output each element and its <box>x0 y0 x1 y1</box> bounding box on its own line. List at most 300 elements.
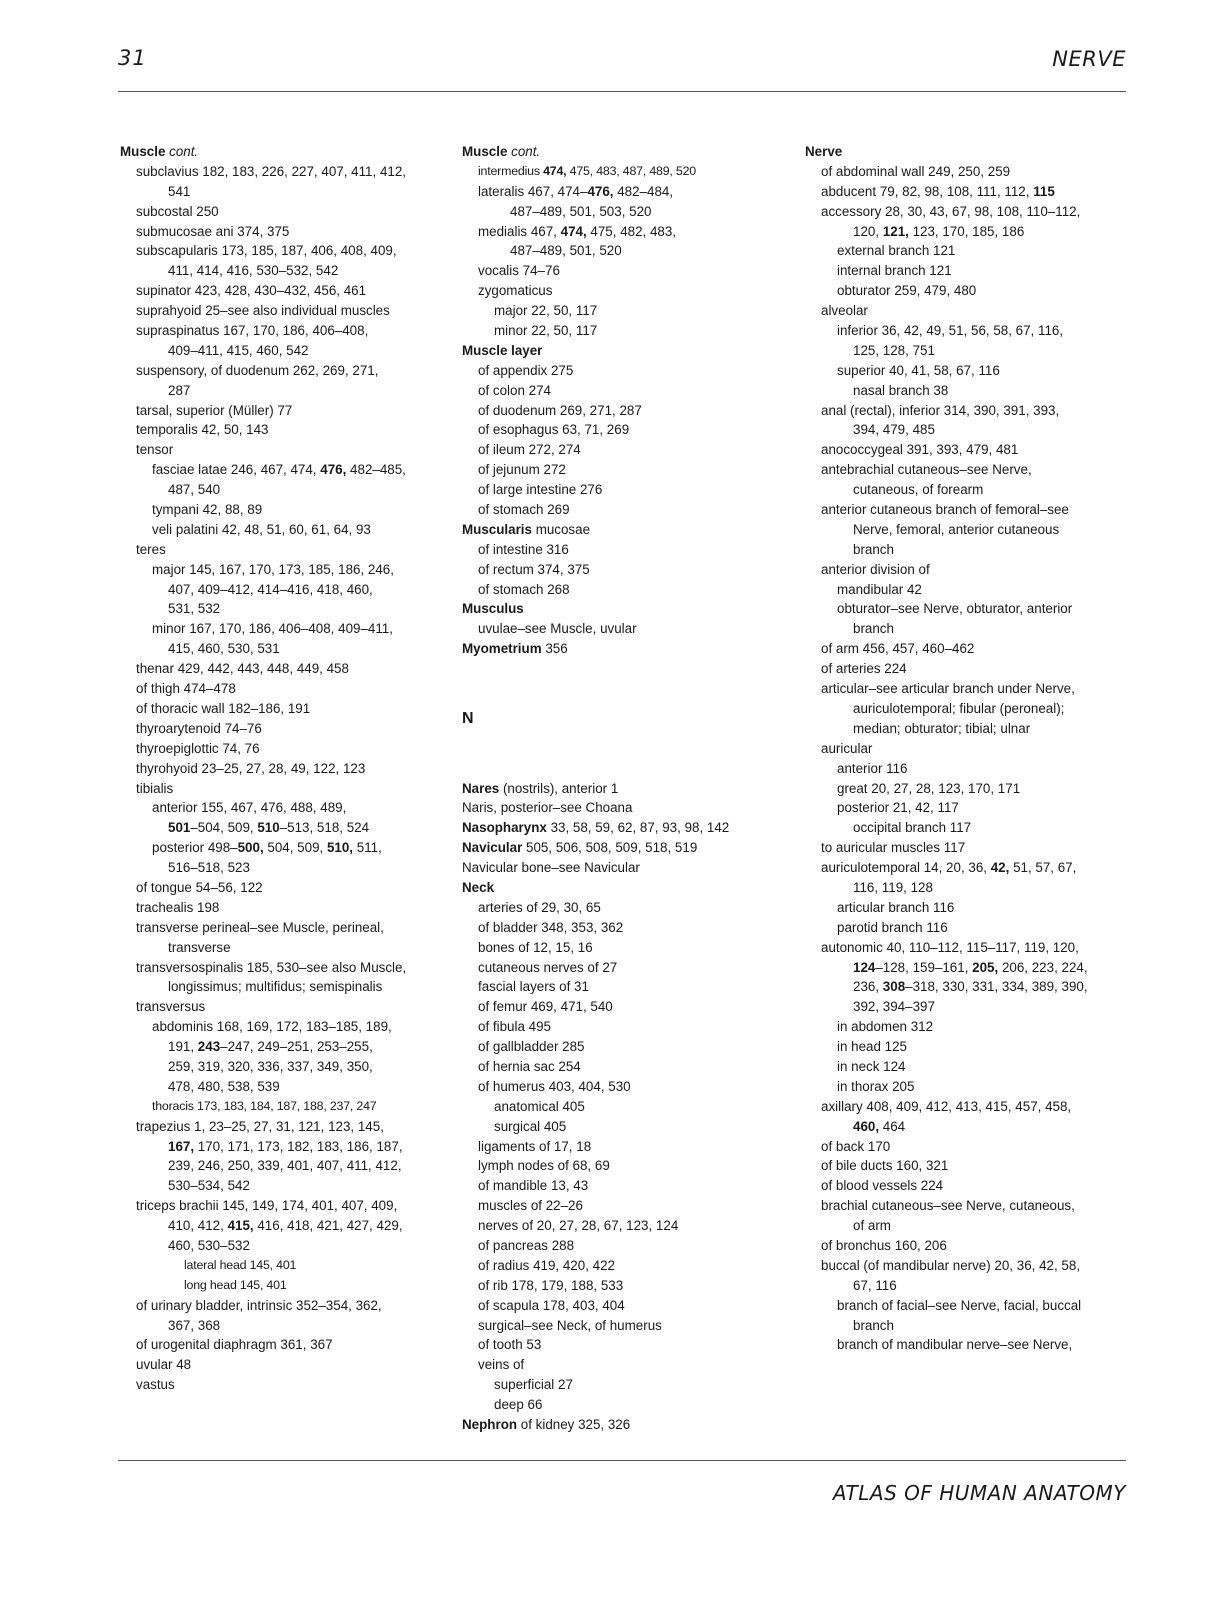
index-heading <box>120 142 442 162</box>
index-entry <box>805 958 1127 978</box>
entry-text: nasal branch 38 <box>853 382 949 398</box>
entry-text: in abdomen 312 <box>837 1019 934 1035</box>
index-entry <box>120 301 442 321</box>
running-head: NERVE <box>1052 47 1126 71</box>
bold-page-ref: 501 <box>168 820 191 836</box>
entry-text: of bronchus 160, 206 <box>821 1237 947 1253</box>
index-entry <box>120 540 442 560</box>
index-heading <box>462 878 787 898</box>
entry-text: of large intestine 276 <box>478 482 603 498</box>
index-entry <box>462 1296 787 1316</box>
index-entry <box>462 958 787 978</box>
entry-text: 460, 530–532 <box>168 1237 250 1253</box>
entry-text: cutaneous, of forearm <box>853 482 984 498</box>
index-entry <box>120 858 442 878</box>
entry-text: 259, 319, 320, 336, 337, 349, 350, <box>168 1058 373 1074</box>
index-entry <box>120 639 442 659</box>
entry-text: tibialis <box>136 780 174 796</box>
entry-text: lateralis 467, 474– <box>478 183 588 199</box>
entry-text: thenar 429, 442, 443, 448, 449, 458 <box>136 661 349 677</box>
entry-text: 407, 409–412, 414–416, 418, 460, <box>168 581 373 597</box>
entry-text: of gallbladder 285 <box>478 1039 585 1055</box>
heading-term: Muscle layer <box>462 342 543 358</box>
index-entry <box>805 1335 1127 1355</box>
entry-text: posterior 498– <box>152 840 238 856</box>
entry-text: of rib 178, 179, 188, 533 <box>478 1277 624 1293</box>
index-entry <box>120 1156 442 1176</box>
header-rule <box>118 91 1126 92</box>
index-entry <box>805 1316 1127 1336</box>
entry-text: abdominis 168, 169, 172, 183–185, 189, <box>152 1019 392 1035</box>
index-entry <box>462 1335 787 1355</box>
bold-page-ref: 510, <box>326 840 354 856</box>
entry-text: 531, 532 <box>168 601 221 617</box>
entry-text: 206, 223, 224, <box>998 959 1088 975</box>
index-entry <box>120 977 442 997</box>
bold-page-ref: 510 <box>257 820 280 836</box>
entry-text: veins of <box>478 1357 525 1373</box>
entry-text: vastus <box>136 1377 175 1393</box>
entry-text: 125, 128, 751 <box>853 342 935 358</box>
index-entry <box>462 1117 787 1137</box>
entry-text: veli palatini 42, 48, 51, 60, 61, 64, 93 <box>152 521 371 537</box>
entry-text: –513, 518, 524 <box>279 820 370 836</box>
index-entry <box>805 480 1127 500</box>
bold-page-ref: 474, <box>560 223 587 239</box>
entry-text: in thorax 205 <box>837 1078 915 1094</box>
entry-text: 504, 509, <box>263 840 327 856</box>
entry-text: internal branch 121 <box>837 263 952 279</box>
index-entry <box>805 381 1127 401</box>
entry-text: lymph nodes of 68, 69 <box>478 1158 610 1174</box>
index-entry <box>462 918 787 938</box>
footer-rule <box>118 1460 1126 1461</box>
entry-text: of blood vessels 224 <box>821 1178 944 1194</box>
index-entry <box>805 301 1127 321</box>
entry-text: Naris, posterior–see Choana <box>462 800 633 816</box>
entry-text: bones of 12, 15, 16 <box>478 939 593 955</box>
index-entry <box>462 1216 787 1236</box>
index-column-1 <box>120 142 442 1395</box>
index-entry <box>805 520 1127 540</box>
entry-text: subcostal 250 <box>136 203 219 219</box>
index-entry <box>120 1137 442 1157</box>
index-entry <box>805 759 1127 779</box>
heading-term: Muscle <box>120 144 166 159</box>
index-entry <box>462 1017 787 1037</box>
index-heading <box>462 779 787 799</box>
entry-text: 411, 414, 416, 530–532, 542 <box>168 263 339 279</box>
index-entry <box>805 162 1127 182</box>
index-entry <box>805 1117 1127 1137</box>
index-entry <box>462 301 787 321</box>
index-entry <box>462 997 787 1017</box>
entry-text: obturator–see Nerve, obturator, anterior <box>837 601 1073 617</box>
index-entry <box>805 1216 1127 1236</box>
entry-text: (nostrils), anterior 1 <box>499 780 619 796</box>
index-entry <box>462 798 787 818</box>
entry-text: transversus <box>136 999 206 1015</box>
index-entry <box>462 1395 787 1415</box>
index-entry <box>805 719 1127 739</box>
index-entry <box>120 798 442 818</box>
index-entry <box>462 977 787 997</box>
entry-text: anal (rectal), inferior 314, 390, 391, 393, <box>821 402 1060 418</box>
index-entry <box>805 580 1127 600</box>
entry-text: arteries of 29, 30, 65 <box>478 899 601 915</box>
entry-text: surgical 405 <box>494 1118 567 1134</box>
entry-text: 120, <box>853 223 883 239</box>
index-entry <box>120 1097 442 1117</box>
entry-text: articular branch 116 <box>837 899 955 915</box>
entry-text: 170, 171, 173, 182, 183, 186, 187, <box>194 1138 403 1154</box>
entry-text: median; obturator; tibial; ulnar <box>853 720 1031 736</box>
index-entry <box>805 222 1127 242</box>
index-entry <box>805 739 1127 759</box>
entry-text: posterior 21, 42, 117 <box>837 800 959 816</box>
index-entry <box>462 261 787 281</box>
entry-text: branch <box>853 1317 894 1333</box>
entry-text: alveolar <box>821 303 868 319</box>
entry-text: anterior cutaneous branch of femoral–see <box>821 502 1069 518</box>
entry-text: 410, 412, <box>168 1218 228 1234</box>
index-entry <box>120 202 442 222</box>
index-entry <box>805 997 1127 1017</box>
index-entry <box>120 1077 442 1097</box>
index-entry <box>462 420 787 440</box>
entry-text: zygomaticus <box>478 283 553 299</box>
entry-text: autonomic 40, 110–112, 115–117, 119, 120, <box>821 939 1079 955</box>
entry-text: tympani 42, 88, 89 <box>152 502 263 518</box>
index-entry <box>805 858 1127 878</box>
index-entry <box>805 977 1127 997</box>
heading-term: Navicular <box>462 840 523 856</box>
index-entry <box>120 619 442 639</box>
entry-text: of kidney 325, 326 <box>517 1417 631 1433</box>
entry-text: of hernia sac 254 <box>478 1059 581 1075</box>
entry-text: anterior 155, 467, 476, 488, 489, <box>152 800 347 816</box>
entry-text: of scapula 178, 403, 404 <box>478 1297 625 1313</box>
index-column-3 <box>805 142 1127 1355</box>
entry-text: branch <box>853 621 894 637</box>
entry-text: of urogenital diaphragm 361, 367 <box>136 1337 333 1353</box>
entry-text: 487, 540 <box>168 482 221 498</box>
section-gap <box>462 659 787 699</box>
index-heading <box>805 142 1127 162</box>
entry-text: obturator 259, 479, 480 <box>837 283 977 299</box>
index-entry <box>120 381 442 401</box>
entry-text: tarsal, superior (Müller) 77 <box>136 402 293 418</box>
entry-text: trapezius 1, 23–25, 27, 31, 121, 123, 145, <box>136 1118 384 1134</box>
entry-text: great 20, 27, 28, 123, 170, 171 <box>837 780 1021 796</box>
index-entry <box>805 281 1127 301</box>
entry-text: of humerus 403, 404, 530 <box>478 1078 631 1094</box>
index-entry <box>120 420 442 440</box>
heading-term: Nephron <box>462 1417 518 1433</box>
index-entry <box>120 719 442 739</box>
entry-text: nerves of 20, 27, 28, 67, 123, 124 <box>478 1218 679 1234</box>
heading-term: Neck <box>462 880 495 895</box>
bold-page-ref: 474, <box>543 163 567 178</box>
entry-text: of esophagus 63, 71, 269 <box>478 422 630 438</box>
entry-text: auriculotemporal 14, 20, 36, <box>821 860 991 876</box>
entry-text: 416, 418, 421, 427, 429, <box>253 1218 403 1234</box>
index-entry <box>805 1077 1127 1097</box>
entry-text: –128, 159–161, <box>875 959 973 975</box>
entry-text: anatomical 405 <box>494 1098 585 1114</box>
index-entry <box>120 1355 442 1375</box>
index-entry <box>462 202 787 222</box>
index-entry <box>462 1137 787 1157</box>
index-entry <box>805 202 1127 222</box>
index-heading <box>462 639 787 659</box>
entry-text: 464 <box>879 1118 906 1134</box>
entry-text: 236, <box>853 979 883 995</box>
section-gap <box>462 739 787 779</box>
index-entry <box>805 1156 1127 1176</box>
entry-text: 482–484, <box>613 183 674 199</box>
index-entry <box>120 560 442 580</box>
index-entry <box>120 341 442 361</box>
index-entry <box>462 222 787 242</box>
index-entry <box>805 918 1127 938</box>
index-entry <box>462 182 787 202</box>
index-entry <box>120 281 442 301</box>
entry-text: branch <box>853 541 894 557</box>
entry-text: major 145, 167, 170, 173, 185, 186, 246, <box>152 561 394 577</box>
index-entry <box>805 261 1127 281</box>
index-entry <box>462 1057 787 1077</box>
entry-text: 478, 480, 538, 539 <box>168 1078 280 1094</box>
entry-text: of thigh 474–478 <box>136 681 236 697</box>
entry-text: supinator 423, 428, 430–432, 456, 461 <box>136 283 367 299</box>
index-entry <box>462 321 787 341</box>
entry-text: buccal (of mandibular nerve) 20, 36, 42, 58, <box>821 1257 1081 1273</box>
entry-text: transversospinalis 185, 530–see also Muscle, <box>136 959 407 975</box>
index-entry <box>120 222 442 242</box>
entry-text: of back 170 <box>821 1138 891 1154</box>
entry-text: anterior division of <box>821 561 930 577</box>
entry-text: of thoracic wall 182–186, 191 <box>136 700 311 716</box>
index-entry <box>805 1037 1127 1057</box>
index-entry <box>462 540 787 560</box>
entry-text: longissimus; multifidus; semispinalis <box>168 979 383 995</box>
entry-text: 394, 479, 485 <box>853 422 935 438</box>
index-entry <box>462 162 787 182</box>
index-entry <box>120 699 442 719</box>
index-heading <box>462 1415 787 1435</box>
entry-text: of bladder 348, 353, 362 <box>478 919 624 935</box>
entry-text: submucosae ani 374, 375 <box>136 223 290 239</box>
index-entry <box>805 420 1127 440</box>
index-entry <box>805 1176 1127 1196</box>
index-entry <box>462 281 787 301</box>
index-entry <box>462 938 787 958</box>
entry-text: uvular 48 <box>136 1357 192 1373</box>
entry-text: articular–see articular branch under Nerve, <box>821 681 1075 697</box>
entry-text: branch of facial–see Nerve, facial, buccal <box>837 1297 1082 1313</box>
index-entry <box>805 878 1127 898</box>
entry-text: mandibular 42 <box>837 581 922 597</box>
entry-text: of colon 274 <box>478 382 551 398</box>
heading-term: Nares <box>462 780 500 796</box>
entry-text: branch of mandibular nerve–see Nerve, <box>837 1337 1073 1353</box>
section-letter: N <box>462 709 474 727</box>
index-entry <box>120 1117 442 1137</box>
index-entry <box>805 779 1127 799</box>
index-entry <box>120 818 442 838</box>
bold-page-ref: 476, <box>320 462 347 478</box>
index-entry <box>120 500 442 520</box>
entry-text: triceps brachii 145, 149, 174, 401, 407, 409, <box>136 1198 398 1214</box>
index-heading <box>462 341 787 361</box>
heading-term: Musculus <box>462 601 524 617</box>
heading-term: Nerve <box>805 144 843 159</box>
index-entry <box>120 1276 442 1296</box>
entry-text: of stomach 268 <box>478 581 570 597</box>
index-entry <box>805 341 1127 361</box>
index-entry <box>120 182 442 202</box>
index-entry <box>462 1316 787 1336</box>
entry-text: cutaneous nerves of 27 <box>478 959 618 975</box>
index-entry <box>805 1017 1127 1037</box>
entry-text: 475, 482, 483, <box>586 223 677 239</box>
index-entry <box>805 798 1127 818</box>
index-heading <box>462 818 787 838</box>
index-entry <box>120 162 442 182</box>
entry-text: of jejunum 272 <box>478 462 566 478</box>
entry-text: mucosae <box>531 521 591 537</box>
index-entry <box>120 520 442 540</box>
index-entry <box>805 838 1127 858</box>
entry-text: accessory 28, 30, 43, 67, 98, 108, 110–112, <box>821 203 1081 219</box>
entry-text: of stomach 269 <box>478 502 570 518</box>
index-entry <box>462 460 787 480</box>
index-entry <box>120 580 442 600</box>
entry-text: subclavius 182, 183, 226, 227, 407, 411, 412, <box>136 163 407 179</box>
entry-text: medialis 467, <box>478 223 561 239</box>
index-entry <box>805 679 1127 699</box>
entry-text: subscapularis 173, 185, 187, 406, 408, 409, <box>136 243 397 259</box>
entry-text: of intestine 316 <box>478 541 569 557</box>
entry-text: surgical–see Neck, of humerus <box>478 1317 662 1333</box>
entry-text: in head 125 <box>837 1039 907 1055</box>
index-heading <box>462 520 787 540</box>
index-entry <box>120 361 442 381</box>
entry-text: 409–411, 415, 460, 542 <box>168 342 309 358</box>
entry-text: deep 66 <box>494 1397 543 1413</box>
index-entry <box>462 401 787 421</box>
index-entry <box>120 1335 442 1355</box>
index-entry <box>805 540 1127 560</box>
entry-text: –504, 509, <box>190 820 258 836</box>
entry-text: 123, 170, 185, 186 <box>908 223 1025 239</box>
entry-text: 487–489, 501, 503, 520 <box>510 203 652 219</box>
entry-text: auricular <box>821 740 873 756</box>
bold-page-ref: 167, <box>168 1138 195 1154</box>
bold-page-ref: 121, <box>882 223 909 239</box>
entry-text: lateral head 145, 401 <box>184 1257 297 1272</box>
page-number: 31 <box>118 46 147 70</box>
entry-text: antebrachial cutaneous–see Nerve, <box>821 462 1032 478</box>
index-entry <box>120 1236 442 1256</box>
index-entry <box>805 938 1127 958</box>
entry-text: 67, 116 <box>853 1277 897 1293</box>
entry-text: 287 <box>168 382 191 398</box>
entry-text: of femur 469, 471, 540 <box>478 999 613 1015</box>
entry-text: external branch 121 <box>837 243 956 259</box>
bold-page-ref: 42, <box>990 860 1010 876</box>
entry-text: muscles of 22–26 <box>478 1198 583 1214</box>
index-entry <box>805 1196 1127 1216</box>
index-entry <box>805 1256 1127 1276</box>
index-entry <box>462 1176 787 1196</box>
heading-term: Muscle <box>462 144 508 159</box>
entry-text: ligaments of 17, 18 <box>478 1138 592 1154</box>
index-entry <box>805 639 1127 659</box>
index-entry <box>120 1256 442 1276</box>
index-entry <box>120 1176 442 1196</box>
index-entry <box>462 1097 787 1117</box>
index-entry <box>120 1296 442 1316</box>
index-entry <box>462 1256 787 1276</box>
heading-term: Myometrium <box>462 641 542 657</box>
bold-page-ref: 460, <box>853 1118 880 1134</box>
entry-text: fasciae latae 246, 467, 474, <box>152 462 321 478</box>
entry-text: of arm <box>853 1218 891 1234</box>
index-entry <box>462 1375 787 1395</box>
entry-text: trachealis 198 <box>136 899 220 915</box>
entry-text: fascial layers of 31 <box>478 979 589 995</box>
footer-book-title: ATLAS OF HUMAN ANATOMY <box>832 1481 1126 1505</box>
entry-text: of arteries 224 <box>821 661 907 677</box>
entry-text: of arm 456, 457, 460–462 <box>821 641 975 657</box>
entry-text: major 22, 50, 117 <box>494 303 598 319</box>
entry-text: of tooth 53 <box>478 1337 542 1353</box>
index-entry <box>805 659 1127 679</box>
entry-text: 482–485, <box>346 462 406 478</box>
entry-text: of fibula 495 <box>478 1019 551 1035</box>
index-entry <box>805 321 1127 341</box>
index-entry <box>120 401 442 421</box>
entry-text: 475, 483, 487, 489, 520 <box>566 163 696 178</box>
index-entry <box>120 958 442 978</box>
entry-text: 530–534, 542 <box>168 1178 250 1194</box>
index-entry <box>805 898 1127 918</box>
index-entry <box>462 480 787 500</box>
entry-text: 51, 57, 67, <box>1009 860 1077 876</box>
entry-text: 239, 246, 250, 339, 401, 407, 411, 412, <box>168 1158 402 1174</box>
index-entry <box>120 938 442 958</box>
index-entry <box>805 1137 1127 1157</box>
entry-text: suspensory, of duodenum 262, 269, 271, <box>136 362 379 378</box>
index-entry <box>462 1276 787 1296</box>
entry-text: suprahyoid 25–see also individual muscles <box>136 303 390 319</box>
index-entry <box>120 1057 442 1077</box>
index-entry <box>805 1296 1127 1316</box>
index-entry <box>120 739 442 759</box>
entry-text: 116, 119, 128 <box>853 879 933 895</box>
bold-page-ref: 243 <box>197 1039 221 1055</box>
entry-text: Navicular bone–see Navicular <box>462 860 640 876</box>
entry-text: 487–489, 501, 520 <box>510 243 622 259</box>
entry-text: tensor <box>136 442 174 458</box>
entry-text: inferior 36, 42, 49, 51, 56, 58, 67, 116, <box>837 323 1064 339</box>
entry-text: transverse perineal–see Muscle, perineal, <box>136 919 384 935</box>
entry-text: –318, 330, 331, 334, 389, 390, <box>905 979 1088 995</box>
index-entry <box>120 440 442 460</box>
entry-text: Nerve, femoral, anterior cutaneous <box>853 521 1060 537</box>
